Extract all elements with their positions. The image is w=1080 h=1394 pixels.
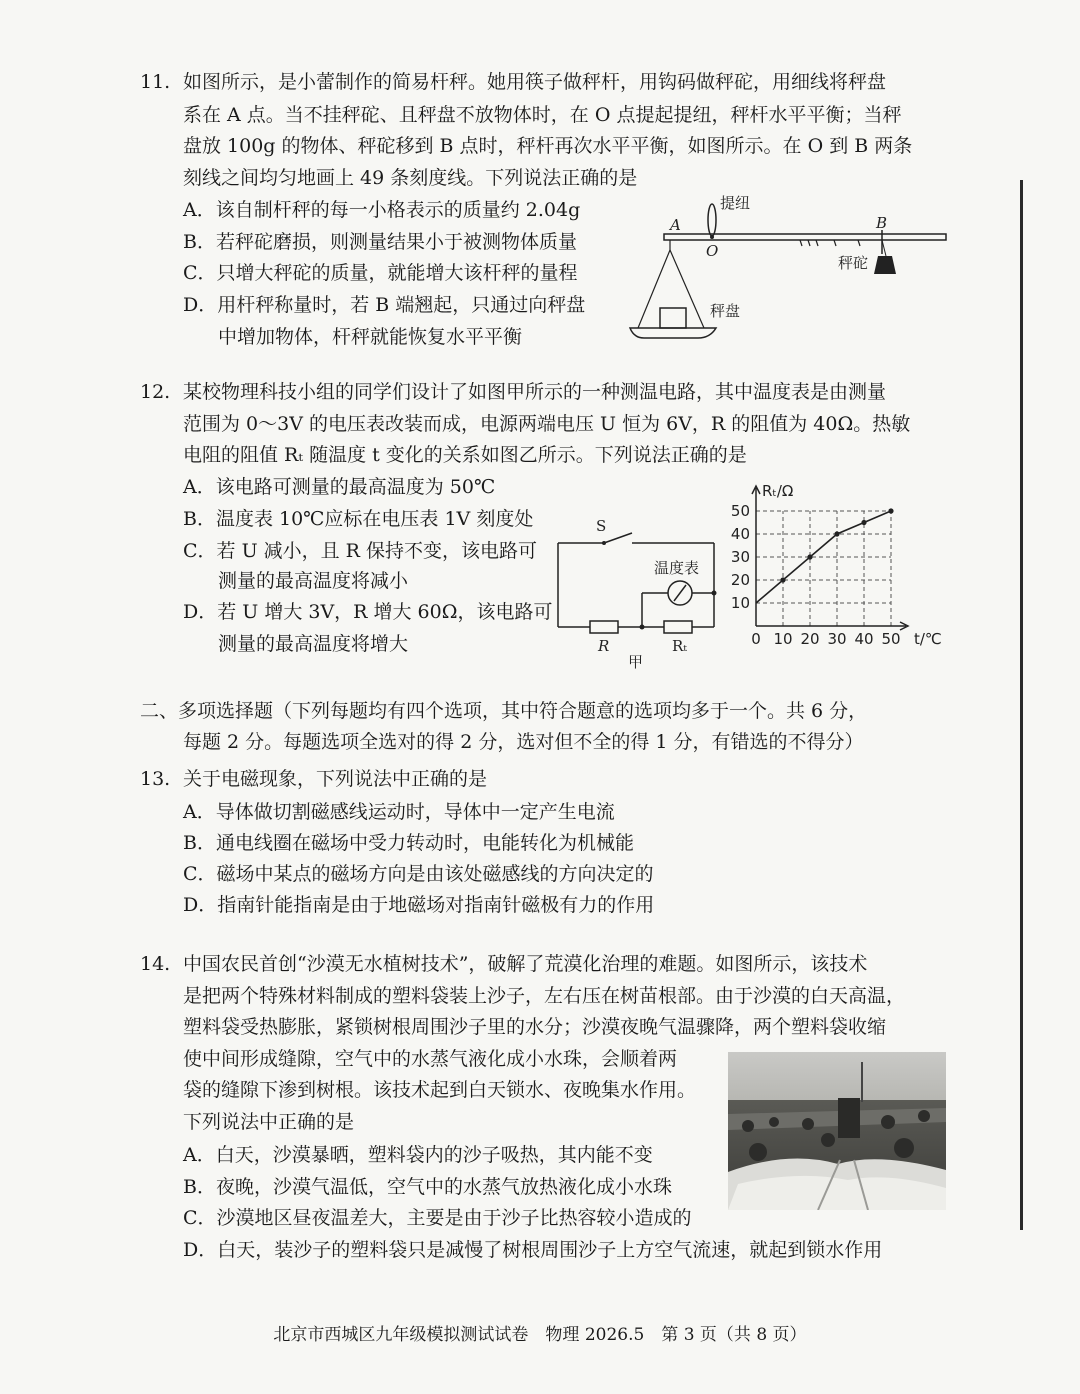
- q14-option-c: C．沙漠地区昼夜温差大，主要是由于沙子比热容较小造成的: [183, 1207, 692, 1229]
- q11-line-1: 如图所示，是小蕾制作的简易杆秤。她用筷子做秤杆，用钩码做秤砣，用细线将秤盘: [183, 71, 887, 93]
- data-point: [807, 554, 812, 559]
- q13-option-c: C．磁场中某点的磁场方向是由该处磁感线的方向决定的: [183, 863, 654, 885]
- q12-option-c-cont: 测量的最高温度将减小: [218, 570, 409, 592]
- q14-number: 14.: [140, 953, 171, 975]
- q14-option-d: D．白天，装沙子的塑料袋只是减慢了树根周围沙子上方空气流速，就起到锁水作用: [183, 1239, 883, 1261]
- q11-option-c: C．只增大秤砣的质量，就能增大该杆秤的量程: [183, 262, 578, 284]
- q13-stem: 关于电磁现象，下列说法中正确的是: [183, 768, 488, 790]
- q14-line-4: 使中间形成缝隙，空气中的水蒸气液化成小水珠，会顺着两: [183, 1048, 678, 1070]
- label-switch: S: [596, 517, 607, 535]
- y-tick-label: 10: [730, 594, 750, 612]
- q11-option-d: D．用杆秤称量时，若 B 端翘起，只通过向秤盘: [183, 294, 586, 316]
- label-B: B: [876, 214, 888, 232]
- q11-number: 11.: [140, 71, 171, 93]
- resistor-R: [590, 621, 618, 633]
- q13-option-d: D．指南针能指南是由于地磁场对指南针磁极有力的作用: [183, 894, 655, 916]
- desert-planting-photo: [728, 1052, 946, 1210]
- weight-block: [874, 256, 896, 274]
- rt-temperature-chart: [724, 478, 954, 650]
- x-tick-label: 20: [800, 630, 820, 648]
- q12-line-1: 某校物理科技小组的同学们设计了如图甲所示的一种测温电路，其中温度表是由测量: [183, 381, 887, 403]
- circuit-caption: 甲: [628, 653, 644, 671]
- q11-option-d-cont: 中增加物体，杆秤就能恢复水平平衡: [218, 326, 523, 348]
- x-tick-label: 40: [854, 630, 874, 648]
- q12-option-d: D．若 U 增大 3V，R 增大 60Ω，该电路可: [183, 601, 553, 623]
- q11-option-b: B．若秤砣磨损，则测量结果小于被测物体质量: [183, 231, 577, 253]
- q13-option-a: A．导体做切割磁感线运动时，导体中一定产生电流: [183, 801, 615, 823]
- q12-option-a: A．该电路可测量的最高温度为 50℃: [183, 476, 496, 498]
- pan: [630, 328, 716, 338]
- x-tick-label: 50: [881, 630, 901, 648]
- q13-number: 13.: [140, 768, 171, 790]
- q13-option-b: B．通电线圈在磁场中受力转动时，电能转化为机械能: [183, 832, 634, 854]
- section2-line-2: 每题 2 分。每题选项全选对的得 2 分，选对但不全的得 1 分，有错选的不得分）: [183, 731, 864, 753]
- object-box: [660, 308, 686, 328]
- q12-option-b: B．温度表 10℃应标在电压表 1V 刻度处: [183, 508, 534, 530]
- q11-option-a: A．该自制杆秤的每一小格表示的质量约 2.04g: [183, 199, 581, 221]
- y-tick-label: 30: [730, 548, 750, 566]
- scale-ticks: [800, 240, 860, 246]
- steelyard-rod: [664, 234, 946, 240]
- x-axis-label: t/℃: [914, 630, 942, 648]
- q12-number: 12.: [140, 381, 171, 403]
- label-pan: 秤盘: [710, 302, 741, 320]
- y-axis-label: Rₜ/Ω: [762, 482, 794, 500]
- resistor-Rt: [664, 621, 692, 633]
- q12-line-3: 电阻的阻值 Rₜ 随温度 t 变化的关系如图乙所示。下列说法正确的是: [183, 444, 747, 466]
- steelyard-figure: [620, 190, 960, 350]
- switch-lever: [604, 533, 632, 543]
- x-tick-label: 30: [827, 630, 847, 648]
- label-R: R: [598, 637, 610, 655]
- q12-option-d-cont: 测量的最高温度将增大: [218, 633, 409, 655]
- y-tick-label: 40: [730, 525, 750, 543]
- q12-line-2: 范围为 0～3V 的电压表改装而成，电源两端电压 U 恒为 6V，R 的阻值为 40Ω。热敏: [183, 413, 911, 435]
- data-point: [780, 577, 785, 582]
- label-O: O: [706, 242, 719, 260]
- data-point: [861, 520, 866, 525]
- q14-line-5: 袋的缝隙下渗到树根。该技术起到白天锁水、夜晚集水作用。: [183, 1079, 697, 1101]
- circuit-diagram: [548, 505, 728, 675]
- section2-line-1: 二、多项选择题（下列每题均有四个选项，其中符合题意的选项均多于一个。共 6 分，: [140, 700, 868, 722]
- desert-photo-illustration: [728, 1052, 946, 1210]
- page-footer: 北京市西城区九年级模拟测试试卷 物理 2026.5 第 3 页（共 8 页）: [273, 1325, 807, 1345]
- y-tick-label: 20: [730, 571, 750, 589]
- q14-option-b: B．夜晚，沙漠气温低，空气中的水蒸气放热液化成小水珠: [183, 1176, 672, 1198]
- q12-option-c: C．若 U 减小，且 R 保持不变，该电路可: [183, 540, 538, 562]
- label-weight: 秤砣: [838, 254, 869, 272]
- q14-line-2: 是把两个特殊材料制成的塑料袋装上沙子，左右压在树苗根部。由于沙漠的白天高温，: [183, 985, 906, 1007]
- label-meter: 温度表: [654, 559, 700, 577]
- chart-grid: [756, 511, 891, 626]
- label-handle: 提纽: [720, 194, 751, 212]
- q11-line-2: 系在 A 点。当不挂秤砣、且秤盘不放物体时，在 O 点提起提纽，秤杆水平平衡；当秤: [183, 104, 902, 126]
- data-point: [888, 508, 893, 513]
- data-point: [834, 531, 839, 536]
- handle-loop: [708, 204, 716, 236]
- label-A: A: [670, 216, 681, 234]
- q14-line-6: 下列说法中正确的是: [183, 1111, 355, 1133]
- x-tick-label: 0: [751, 630, 761, 648]
- x-tick-label: 10: [773, 630, 793, 648]
- q14-option-a: A．白天，沙漠暴晒，塑料袋内的沙子吸热，其内能不变: [183, 1144, 653, 1166]
- page-edge-shadow: [1020, 180, 1023, 1230]
- q14-line-3: 塑料袋受热膨胀，紧锁树根周围沙子里的水分；沙漠夜晚气温骤降，两个塑料袋收缩: [183, 1016, 887, 1038]
- y-tick-label: 50: [730, 502, 750, 520]
- q11-line-3: 盘放 100g 的物体、秤砣移到 B 点时，秤杆再次水平平衡，如图所示。在 O 到 B 两条: [183, 135, 913, 157]
- q11-line-4: 刻线之间均匀地画上 49 条刻度线。下列说法正确的是: [183, 167, 638, 189]
- label-Rt: Rₜ: [672, 637, 687, 655]
- q14-line-1: 中国农民首创“沙漠无水植树技术”，破解了荒漠化治理的难题。如图所示，该技术: [183, 953, 868, 975]
